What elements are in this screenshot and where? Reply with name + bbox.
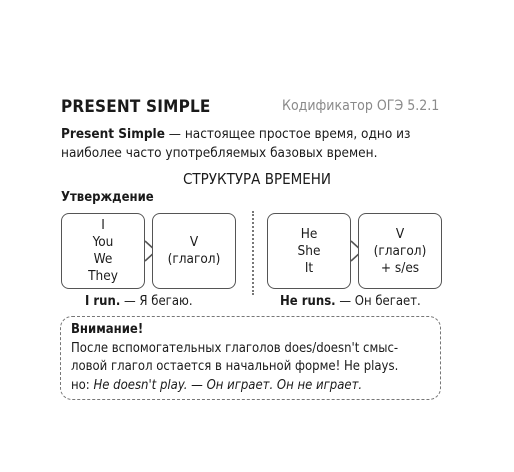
verb-box-plain bbox=[152, 213, 236, 289]
subject-they: They bbox=[88, 268, 118, 284]
intro-paragraph bbox=[61, 125, 410, 163]
note-line-3 bbox=[71, 377, 430, 396]
example-third-person-english: He runs. bbox=[280, 294, 336, 309]
intro-line-2: наиболее часто употребляемых базовых времен. bbox=[61, 145, 378, 161]
subject-we: We bbox=[93, 251, 113, 267]
affirmative-label: Утверждение bbox=[61, 190, 154, 205]
verb-symbol: V bbox=[189, 234, 199, 250]
example-plural bbox=[85, 294, 193, 309]
note-line-2: ловой глагол остается в начальной форме! He plays. bbox=[71, 359, 399, 374]
subjects-box-plural bbox=[61, 213, 145, 289]
structure-heading: СТРУКТУРА ВРЕМЕНИ bbox=[182, 170, 332, 188]
note-line-3-example: He doesn't play. — Он играет. Он не играет. bbox=[93, 377, 363, 393]
verb-box-s-es bbox=[358, 213, 442, 289]
subject-it: It bbox=[304, 259, 314, 276]
subjects-box-third-person bbox=[267, 213, 351, 289]
subject-you: You bbox=[92, 234, 114, 250]
example-plural-english: I run. bbox=[85, 294, 121, 309]
note-line-3-prefix: но: bbox=[71, 377, 94, 393]
subject-she: She bbox=[297, 242, 321, 259]
verb-symbol: V bbox=[395, 225, 405, 242]
intro-line-1 bbox=[61, 125, 410, 144]
column-divider bbox=[252, 211, 254, 295]
note-heading: Внимание! bbox=[71, 322, 144, 337]
note-line-1: После вспомогательных глаголов does/doesn't смыс- bbox=[71, 340, 399, 356]
example-third-person bbox=[280, 294, 421, 309]
page-title: PRESENT SIMPLE bbox=[61, 97, 211, 117]
codifier-label: Кодификатор ОГЭ 5.2.1 bbox=[282, 98, 440, 114]
verb-caption: (глагол) bbox=[167, 251, 221, 267]
example-plural-translation: — Я бегаю. bbox=[120, 294, 193, 309]
attention-note bbox=[60, 316, 441, 400]
verb-ending: + s/es bbox=[380, 259, 420, 276]
intro-line-1-rest: — настоящее простое время, одно из bbox=[164, 126, 411, 142]
example-third-person-translation: — Он бегает. bbox=[335, 294, 421, 309]
intro-term: Present Simple bbox=[61, 126, 165, 142]
verb-caption: (глагол) bbox=[373, 242, 427, 259]
subject-he: He bbox=[300, 225, 318, 242]
subject-i: I bbox=[101, 217, 105, 233]
